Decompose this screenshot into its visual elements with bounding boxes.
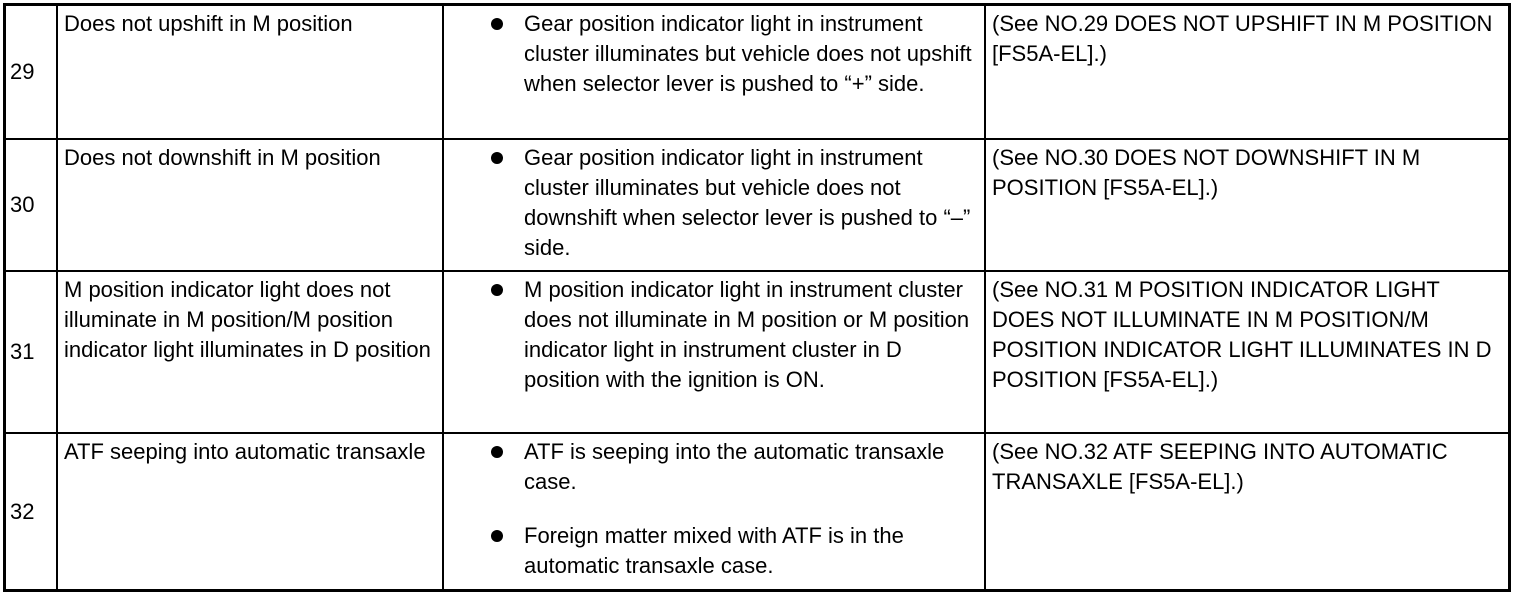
bullet-icon	[491, 18, 503, 30]
description-text: ATF is seeping into the automatic transaxle case.	[524, 439, 945, 494]
description-item	[450, 437, 978, 497]
troubleshooting-table	[6, 6, 1508, 589]
table-row	[6, 139, 1508, 271]
description-text: Foreign matter mixed with ATF is in the automatic transaxle case.	[524, 523, 904, 578]
symptom-cell: ATF seeping into automatic transaxle	[57, 433, 443, 589]
description-cell	[443, 271, 985, 433]
description-item	[450, 143, 978, 263]
description-cell	[443, 139, 985, 271]
bullet-icon	[491, 152, 503, 164]
bullet-icon	[491, 284, 503, 296]
description-item	[450, 521, 978, 581]
description-text: Gear position indicator light in instrument cluster illuminates but vehicle does not downshift when selector lever is pushed to “–” side.	[524, 145, 971, 260]
reference-cell: (See NO.32 ATF SEEPING INTO AUTOMATIC TRANSAXLE [FS5A-EL].)	[985, 433, 1508, 589]
symptom-cell: M position indicator light does not illuminate in M position/M position indicator light illuminates in D position	[57, 271, 443, 433]
description-text: Gear position indicator light in instrument cluster illuminates but vehicle does not upshift when selector lever is pushed to “+” side.	[524, 11, 972, 96]
row-number: 32	[6, 433, 57, 589]
reference-cell: (See NO.29 DOES NOT UPSHIFT IN M POSITION [FS5A-EL].)	[985, 6, 1508, 139]
row-number: 30	[6, 139, 57, 271]
reference-cell: (See NO.30 DOES NOT DOWNSHIFT IN M POSITION [FS5A-EL].)	[985, 139, 1508, 271]
bullet-icon	[491, 530, 503, 542]
row-number: 29	[6, 6, 57, 139]
table-row	[6, 6, 1508, 139]
symptom-cell: Does not downshift in M position	[57, 139, 443, 271]
table-row	[6, 271, 1508, 433]
reference-cell: (See NO.31 M POSITION INDICATOR LIGHT DOES NOT ILLUMINATE IN M POSITION/M POSITION INDICATOR LIGHT ILLUMINATES IN D POSITION [FS5A-EL].)	[985, 271, 1508, 433]
description-cell	[443, 6, 985, 139]
description-text: M position indicator light in instrument cluster does not illuminate in M position or M position indicator light in instrument cluster in D position with the ignition is ON.	[524, 277, 970, 392]
troubleshooting-table-frame	[3, 3, 1511, 592]
row-number: 31	[6, 271, 57, 433]
table-row	[6, 433, 1508, 589]
description-cell	[443, 433, 985, 589]
description-item	[450, 275, 978, 395]
bullet-icon	[491, 446, 503, 458]
description-item	[450, 9, 978, 99]
symptom-cell: Does not upshift in M position	[57, 6, 443, 139]
